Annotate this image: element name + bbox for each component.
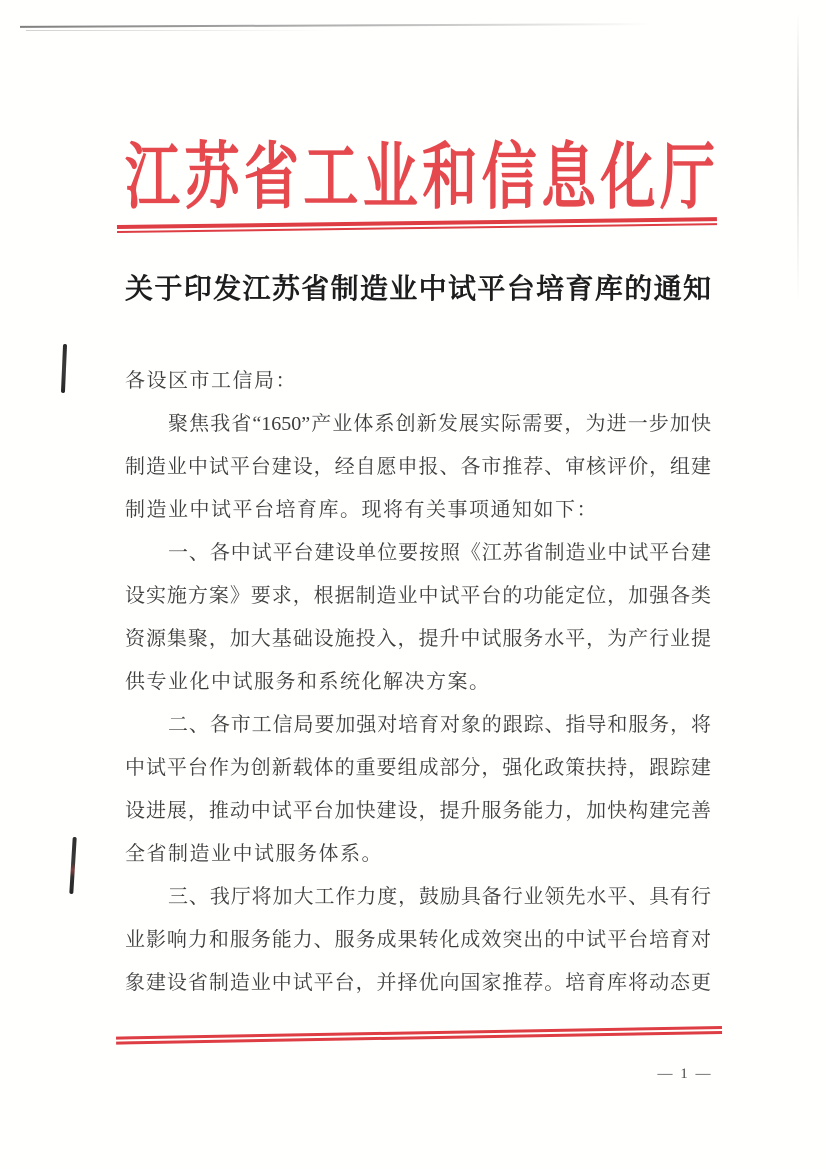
letterhead-agency-title: 江苏省工业和信息化厅 bbox=[125, 137, 715, 218]
body-line: 中试平台作为创新载体的重要组成部分，强化政策扶持，跟踪建 bbox=[125, 757, 711, 779]
body-line: 业影响力和服务能力、服务成果转化成效突出的中试平台培育对 bbox=[125, 929, 711, 951]
body-line: 二、各市工信局要加强对培育对象的跟踪、指导和服务，将 bbox=[168, 714, 711, 736]
body-line: 设实施方案》要求，根据制造业中试平台的功能定位，加强各类 bbox=[125, 585, 711, 607]
scan-top-edge-line bbox=[20, 23, 670, 28]
body-line: 制造业中试平台培育库。现将有关事项通知如下： bbox=[125, 499, 598, 521]
body-line: 三、我厅将加大工作力度，鼓励具备行业领先水平、具有行 bbox=[168, 886, 711, 908]
staple-mark-bottom bbox=[69, 837, 76, 894]
body-line: 资源集聚，加大基础设施投入，提升中试服务水平，为产行业提 bbox=[125, 628, 711, 650]
body-line: 供专业化中试服务和系统化解决方案。 bbox=[125, 671, 491, 693]
body-line: 象建设省制造业中试平台，并择优向国家推荐。培育库将动态更 bbox=[125, 972, 711, 994]
body-line: 全省制造业中试服务体系。 bbox=[125, 843, 383, 865]
staple-mark-top bbox=[61, 344, 67, 393]
body-line: 设进展，推动中试平台加快建设，提升服务能力，加快构建完善 bbox=[125, 800, 711, 822]
red-double-rule-bottom bbox=[116, 1026, 722, 1045]
document-body bbox=[125, 360, 711, 1005]
scan-top-edge-line-2 bbox=[26, 30, 336, 31]
body-line-greeting: 各设区市工信局： bbox=[125, 370, 297, 392]
body-line: 制造业中试平台建设，经自愿申报、各市推荐、审核评价，组建 bbox=[125, 456, 711, 478]
document-title: 关于印发江苏省制造业中试平台培育库的通知 bbox=[125, 274, 711, 305]
body-line: 聚焦我省“1650”产业体系创新发展实际需要，为进一步加快 bbox=[168, 413, 711, 435]
body-line: 一、各中试平台建设单位要按照《江苏省制造业中试平台建 bbox=[168, 542, 711, 564]
page-number: — 1 — bbox=[657, 1066, 713, 1082]
scan-right-edge-line bbox=[797, 12, 799, 302]
